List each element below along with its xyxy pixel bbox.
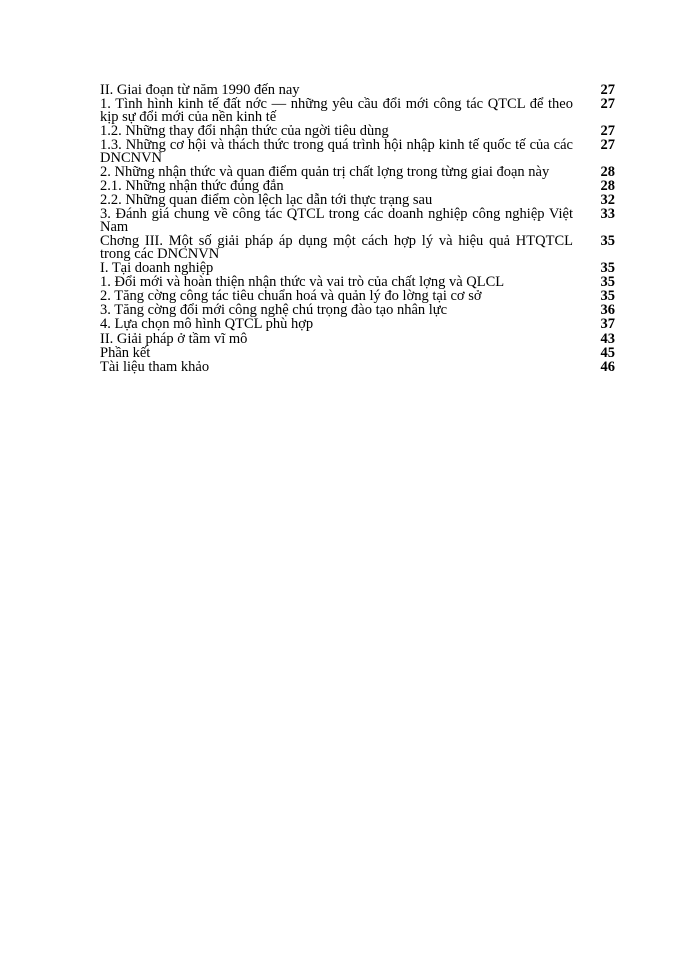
toc-entry-page: 32 xyxy=(600,192,615,209)
toc-entry-title: 2. Những nhận thức và quan điểm quản trị chất lợng trong từng giai đoạn này xyxy=(100,163,550,180)
toc-entry-title: Tài liệu tham khảo xyxy=(100,359,210,375)
toc-entry-page: 43 xyxy=(600,330,615,347)
toc-entry xyxy=(100,273,615,290)
toc-entry xyxy=(100,177,615,194)
toc-entry-page: 33 xyxy=(600,206,615,223)
toc-entry-page: 45 xyxy=(600,344,615,361)
toc-entry-title: 1.3. Những cơ hội và thách thức trong quá trình hội nhập kinh tế quốc tế của các DNCNVN xyxy=(100,137,573,166)
toc-entry xyxy=(100,98,615,123)
toc-entry-title: 3. Tăng cờng đổi mới công nghệ chú trọng đào tạo nhân lực xyxy=(100,302,448,319)
toc-entry-title: II. Giải pháp ở tầm vĩ mô xyxy=(100,330,248,347)
toc-entry-title: 1. Tình hình kinh tế đất nớc — những yêu cầu đổi mới công tác QTCL để theo kịp sự đổi mới của nền kinh tế xyxy=(100,96,573,125)
toc-entry-title: 2.1. Những nhận thức đúng đắn xyxy=(100,177,284,194)
toc-entry-page: 28 xyxy=(600,177,615,194)
toc-entry-page: 35 xyxy=(600,288,615,305)
toc-entry-title: 3. Đánh giá chung về công tác QTCL trong các doanh nghiệp công nghiệp Việt Nam xyxy=(100,206,573,235)
toc-entry-page: 36 xyxy=(600,302,615,319)
toc-entry xyxy=(100,344,615,361)
toc-entry xyxy=(100,122,615,139)
toc-entry xyxy=(100,163,615,180)
toc-entry-page: 37 xyxy=(600,316,615,333)
toc-entry xyxy=(100,330,615,347)
toc-entry xyxy=(100,208,615,233)
toc-entry-page: 35 xyxy=(600,233,615,249)
toc-entry-title: 4. Lựa chọn mô hình QTCL phù hợp xyxy=(100,316,314,333)
toc-entry xyxy=(100,290,615,303)
toc-entry xyxy=(100,361,615,374)
toc-entry-page: 28 xyxy=(600,163,615,180)
toc-entry xyxy=(100,84,615,97)
toc-entry xyxy=(100,318,615,331)
toc-entry-page: 35 xyxy=(600,273,615,290)
toc-entry-page: 35 xyxy=(600,259,615,276)
table-of-contents xyxy=(100,84,615,375)
toc-entry xyxy=(100,259,615,276)
toc-entry-page: 27 xyxy=(600,137,615,154)
toc-entry xyxy=(100,139,615,164)
toc-entry-title: 1. Đổi mới và hoàn thiện nhận thức và vai trò của chất lợng và QLCL xyxy=(100,273,505,290)
toc-entry-page: 27 xyxy=(600,122,615,139)
toc-entry-page: 27 xyxy=(600,82,615,98)
toc-entry xyxy=(100,235,615,260)
toc-entry-title: I. Tại doanh nghiệp xyxy=(100,259,214,276)
toc-entry-title: 2. Tăng cờng công tác tiêu chuẩn hoá và quản lý đo lờng tại cơ sở xyxy=(100,288,482,305)
toc-entry-title: 2.2. Những quan điểm còn lệch lạc dẫn tới thực trạng sau xyxy=(100,192,433,209)
toc-entry xyxy=(100,194,615,207)
toc-entry-page: 27 xyxy=(600,96,615,113)
toc-entry-title: II. Giai đoạn từ năm 1990 đến nay xyxy=(100,82,300,98)
toc-entry-title: Chơng III. Một số giải pháp áp dụng một cách hợp lý và hiệu quả HTQTCL trong các DNCNVN xyxy=(100,233,573,262)
toc-entry-page: 46 xyxy=(600,359,615,375)
toc-entry-title: 1.2. Những thay đổi nhận thức của ngời tiêu dùng xyxy=(100,122,389,139)
toc-entry-title: Phần kết xyxy=(100,344,151,361)
toc-entry xyxy=(100,304,615,317)
